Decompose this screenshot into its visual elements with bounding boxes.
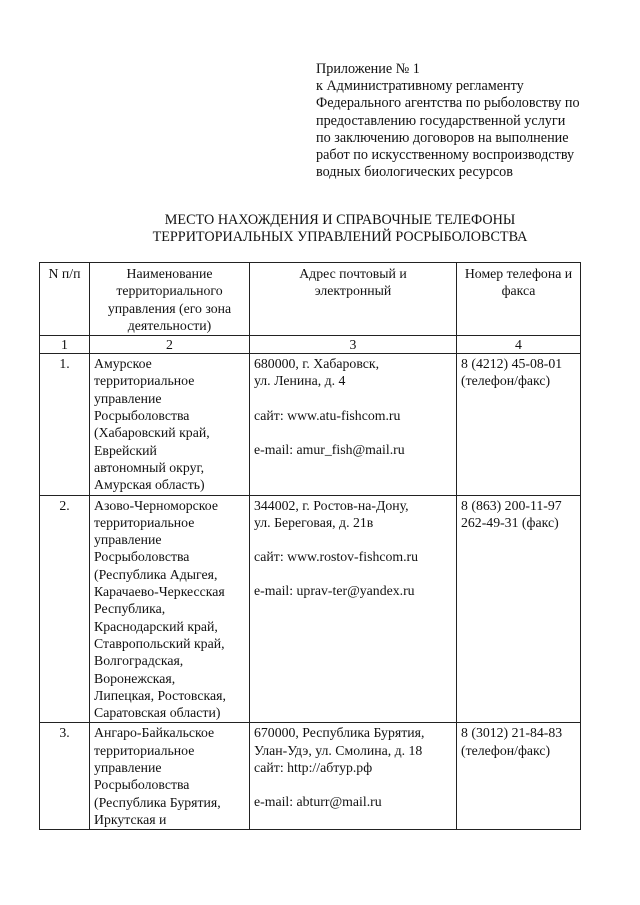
- row-index: 2.: [40, 495, 90, 723]
- table-row: [40, 354, 581, 495]
- row-index: 3.: [40, 723, 90, 830]
- title-line-2: ТЕРРИТОРИАЛЬНЫХ УПРАВЛЕНИЙ РОСРЫБОЛОВСТВА: [152, 229, 528, 245]
- document-title: [60, 212, 620, 246]
- office-address: 680000, г. Хабаровск, ул. Ленина, д. 4 сайт: www.atu-fishcom.ru e-mail: amur_fish@mail.ru: [250, 354, 457, 495]
- office-email: e-mail: uprav-ter@yandex.ru: [254, 583, 415, 599]
- table-row: [40, 495, 581, 723]
- table-row: [40, 723, 581, 830]
- office-phone: 8 (4212) 45-08-01 (телефон/факс): [457, 354, 581, 495]
- office-email: e-mail: amur_fish@mail.ru: [254, 442, 405, 458]
- office-phone: 8 (863) 200-11-97 262-49-31 (факс): [457, 495, 581, 723]
- annex-line: предоставлению государственной услуги: [316, 112, 566, 129]
- header-address: Адрес почтовый и электронный: [250, 263, 457, 336]
- annex-line: водных биологических ресурсов: [316, 164, 513, 181]
- annex-header: [316, 61, 616, 181]
- column-number: 1: [40, 336, 90, 354]
- office-name: Азово-Черноморское территориальное управление Росрыболовства (Республика Адыгея, Карачаево-Черкесская Республика, Краснодарский край, Ставропольский край, Волгоградская, Воронежская, Липецкая, Ростовская, Саратовская области): [90, 495, 250, 723]
- annex-line: работ по искусственному воспроизводству: [316, 147, 575, 164]
- office-address: 344002, г. Ростов-на-Дону, ул. Береговая, д. 21в сайт: www.rostov-fishcom.ru e-mail: uprav-ter@yandex.ru: [250, 495, 457, 723]
- office-address: 670000, Республика Бурятия, Улан-Удэ, ул. Смолина, д. 18 сайт: http://абтур.рф e-mail: abturr@mail.ru: [250, 723, 457, 830]
- offices-table: [39, 262, 581, 830]
- annex-line: к Административному регламенту: [316, 78, 524, 95]
- annex-line: Федерального агентства по рыболовству по: [316, 95, 580, 112]
- office-name: Ангаро-Байкальское территориальное управление Росрыболовства (Республика Бурятия, Иркутская и: [90, 723, 250, 830]
- header-name: Наименование территориального управления (его зона деятельности): [90, 263, 250, 336]
- office-email: e-mail: abturr@mail.ru: [254, 794, 382, 810]
- office-site: сайт: www.rostov-fishcom.ru: [254, 549, 419, 565]
- office-name: Амурское территориальное управление Росрыболовства (Хабаровский край, Еврейский автономный округ, Амурская область): [90, 354, 250, 495]
- annex-line: Приложение № 1: [316, 61, 420, 77]
- column-number: 4: [457, 336, 581, 354]
- row-index: 1.: [40, 354, 90, 495]
- header-row: [40, 263, 581, 336]
- office-phone: 8 (3012) 21-84-83 (телефон/факс): [457, 723, 581, 830]
- column-number: 2: [90, 336, 250, 354]
- office-site: сайт: www.atu-fishcom.ru: [254, 407, 401, 423]
- annex-line: по заключению договоров на выполнение: [316, 129, 569, 146]
- header-number: N п/п: [40, 263, 90, 336]
- column-number-row: [40, 336, 581, 354]
- header-phone: Номер телефона и факса: [457, 263, 581, 336]
- office-site: сайт: http://абтур.рф: [254, 760, 373, 776]
- title-line-1: МЕСТО НАХОЖДЕНИЯ И СПРАВОЧНЫЕ ТЕЛЕФОНЫ: [164, 212, 516, 228]
- column-number: 3: [250, 336, 457, 354]
